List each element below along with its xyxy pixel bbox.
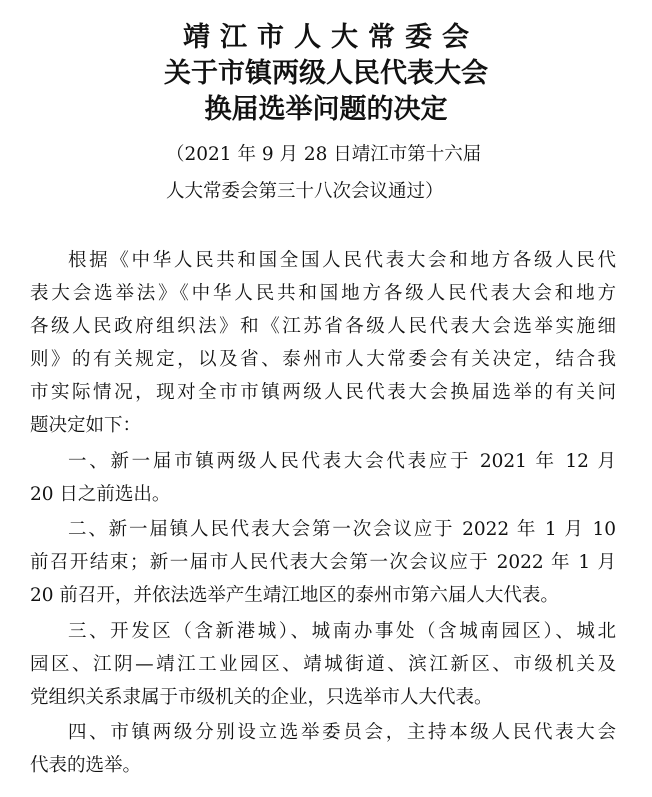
item-one-line: 一、新一届市镇两级人民代表大会代表应于 2021 年 12 月 [68,451,616,472]
paragraph-preamble-line: 题决定如下： [30,415,142,436]
item-two-line: 20 前召开，并依法选举产生靖江地区的泰州市第六届人大代表。 [30,585,559,606]
paragraph-preamble-line: 根据《中华人民共和国全国人民代表大会和地方各级人民代 [68,250,616,271]
item-two-line: 前召开结束；新一届市人民代表大会第一次会议应于 2022 年 1 月 [30,552,616,573]
paragraph-preamble-line: 表大会选举法》《中华人民共和国地方各级人民代表大会和地方 [30,283,616,304]
item-three-line: 三、开发区（含新港城）、城南办事处（含城南园区）、城北 [68,621,616,642]
item-three-line: 党组织关系隶属于市级机关的企业，只选举市人大代表。 [30,687,493,708]
document-title-line-2: 关于市镇两级人民代表大会 [164,58,488,89]
document-title-line-3: 换届选举问题的决定 [204,94,448,125]
item-four-line: 四、市镇两级分别设立选举委员会，主持本级人民代表大会 [68,722,616,743]
item-one-line: 20 日之前选出。 [30,484,171,505]
document-title-line-1: 靖江市人大常委会 [183,22,479,53]
paragraph-preamble-line: 市实际情况，现对全市市镇两级人民代表大会换届选举的有关问 [30,382,616,403]
item-three-line: 园区、江阴—靖江工业园区、靖城街道、滨江新区、市级机关及 [30,654,616,675]
item-two-line: 二、新一届镇人民代表大会第一次会议应于 2022 年 1 月 10 [68,519,616,540]
adoption-note-line-1: （2021 年 9 月 28 日靖江市第十六届 [166,144,482,165]
paragraph-preamble-line: 则》的有关规定，以及省、泰州市人大常委会有关决定，结合我 [30,349,616,370]
paragraph-preamble-line: 各级人民政府组织法》和《江苏省各级人民代表大会选举实施细 [30,316,616,337]
item-four-line: 代表的选举。 [30,755,142,776]
adoption-note-line-2: 人大常委会第三十八次会议通过） [166,181,444,202]
